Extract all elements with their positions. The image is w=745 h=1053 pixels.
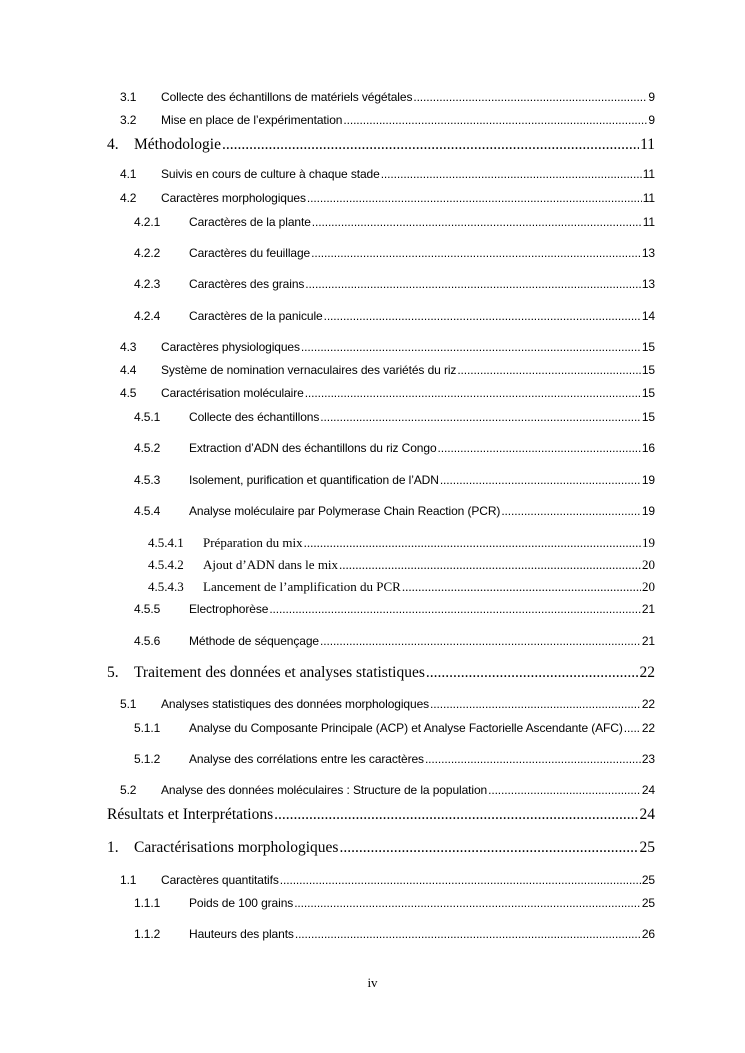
toc-entry-page: 21 — [641, 634, 655, 648]
toc-entry[interactable] — [134, 473, 655, 487]
leader-dots — [222, 136, 639, 154]
toc-entry-page: 11 — [642, 191, 655, 205]
toc-entry-page: 15 — [641, 386, 655, 400]
toc-entry[interactable] — [120, 113, 655, 127]
toc-entry-title: Système de nomination vernaculaires des variétés du riz — [161, 363, 457, 377]
toc-entry-number: 4.3 — [120, 340, 137, 354]
toc-entry-page: 22 — [641, 697, 655, 711]
toc-entry-page: 13 — [641, 246, 655, 260]
toc-entry-title: Caractérisation moléculaire — [161, 386, 304, 400]
toc-entry[interactable] — [120, 340, 655, 354]
leader-dots — [339, 839, 638, 857]
toc-entry[interactable] — [134, 215, 655, 229]
toc-entry-number: 5.1.2 — [134, 752, 161, 766]
toc-entry-number: 1.1.1 — [134, 896, 161, 910]
toc-entry-title: Mise en place de l’expérimentation — [161, 113, 343, 127]
toc-entry-title: Analyse moléculaire par Polymerase Chain Reaction (PCR) — [189, 504, 501, 518]
leader-dots — [457, 363, 641, 377]
toc-entry[interactable] — [134, 927, 655, 941]
toc-entry-page: 14 — [641, 309, 655, 323]
toc-entry-number: 5.1.1 — [134, 721, 161, 735]
leader-dots — [339, 557, 641, 573]
toc-entry-number: 3.1 — [120, 90, 137, 104]
toc-entry[interactable] — [134, 634, 655, 648]
toc-entry-title: Résultats et Interprétations — [107, 806, 274, 823]
leader-dots — [624, 721, 641, 735]
leader-dots — [280, 873, 641, 887]
toc-entry-number: 4.2.1 — [134, 215, 161, 229]
toc-entry-title: Analyse des données moléculaires : Structure de la population — [161, 783, 488, 797]
toc-entry-title: Suivis en cours de culture à chaque stade — [161, 167, 380, 181]
toc-entry-page: 20 — [642, 579, 655, 594]
toc-entry-page: 25 — [641, 873, 655, 887]
leader-dots — [320, 634, 641, 648]
toc-entry-title: Collecte des échantillons — [189, 410, 320, 424]
toc-entry-number: 4.1 — [120, 167, 137, 181]
toc-entry-page: 16 — [641, 441, 655, 455]
toc-entry-title: Analyse du Composante Principale (ACP) et Analyse Factorielle Ascendante (AFC) — [189, 721, 623, 735]
toc-entry[interactable] — [107, 806, 655, 824]
toc-entry-title: Caractères du feuillage — [189, 246, 311, 260]
toc-entry-title: Caractérisations morphologiques — [134, 839, 339, 856]
toc-entry-title: Caractères physiologiques — [161, 340, 300, 354]
toc-entry-page: 24 — [639, 806, 655, 823]
toc-entry-title: Collecte des échantillons de matériels végétales — [161, 90, 413, 104]
leader-dots — [274, 806, 638, 824]
toc-entry-title: Hauteurs des plants — [189, 927, 294, 941]
toc-entry-number: 4.4 — [120, 363, 137, 377]
toc-entry[interactable] — [148, 579, 655, 595]
toc-entry-title: Analyse des corrélations entre les caractères — [189, 752, 424, 766]
toc-entry-number: 4.2.3 — [134, 277, 161, 291]
toc-entry-number: 4.2.2 — [134, 246, 161, 260]
toc-entry-title: Méthodologie — [134, 136, 221, 153]
toc-entry-page: 22 — [639, 664, 655, 681]
toc-entry[interactable] — [120, 167, 655, 181]
toc-entry-title: Traitement des données et analyses statistiques — [134, 664, 425, 681]
leader-dots — [295, 927, 641, 941]
toc-entry-page: 9 — [648, 113, 655, 127]
toc-entry[interactable] — [148, 535, 655, 551]
leader-dots — [320, 410, 641, 424]
toc-entry-title: Extraction d’ADN des échantillons du riz Congo — [189, 441, 437, 455]
leader-dots — [294, 896, 641, 910]
toc-entry[interactable] — [134, 602, 655, 616]
toc-entry-number: 4.5.3 — [134, 473, 161, 487]
toc-entry[interactable] — [107, 136, 655, 154]
toc-entry-number: 3.2 — [120, 113, 137, 127]
toc-entry[interactable] — [107, 839, 655, 857]
toc-entry-title: Lancement de l’amplification du PCR — [203, 579, 401, 594]
page-number: iv — [367, 975, 378, 990]
toc-entry-number: 4.5 — [120, 386, 137, 400]
toc-entry-page: 11 — [642, 215, 655, 229]
toc-entry-number: 4.5.4 — [134, 504, 161, 518]
toc-entry-number: 4.5.6 — [134, 634, 161, 648]
toc-entry-number: 1.1 — [120, 873, 137, 887]
toc-entry-number: 4. — [107, 136, 119, 153]
leader-dots — [426, 664, 639, 682]
leader-dots — [430, 697, 641, 711]
toc-entry-page: 20 — [642, 557, 655, 572]
leader-dots — [304, 535, 641, 551]
leader-dots — [311, 246, 641, 260]
toc-entry-title: Caractères de la plante — [189, 215, 311, 229]
toc-entry[interactable] — [134, 441, 655, 455]
toc-entry-page: 24 — [641, 783, 655, 797]
toc-entry[interactable] — [134, 309, 655, 323]
toc-entry[interactable] — [120, 363, 655, 377]
leader-dots — [269, 602, 641, 616]
leader-dots — [438, 441, 641, 455]
toc-entry-page: 11 — [640, 136, 655, 153]
toc-entry[interactable] — [107, 664, 655, 682]
toc-entry[interactable] — [134, 504, 655, 518]
toc-entry-number: 4.5.5 — [134, 602, 161, 616]
toc-entry-page: 23 — [641, 752, 655, 766]
leader-dots — [381, 167, 642, 181]
leader-dots — [425, 752, 641, 766]
toc-entry-title: Electrophorèse — [189, 602, 269, 616]
toc-entry-title: Caractères des grains — [189, 277, 305, 291]
toc-entry[interactable] — [134, 752, 655, 766]
leader-dots — [305, 277, 641, 291]
toc-entry-number: 4.5.2 — [134, 441, 161, 455]
toc-entry-page: 19 — [641, 504, 655, 518]
toc-entry-title: Méthode de séquençage — [189, 634, 320, 648]
toc-entry-page: 19 — [641, 473, 655, 487]
toc-entry[interactable] — [134, 277, 655, 291]
toc-entry-page: 15 — [641, 410, 655, 424]
toc-entry-page: 21 — [641, 602, 655, 616]
leader-dots — [305, 386, 641, 400]
leader-dots — [488, 783, 641, 797]
toc-entry[interactable] — [134, 246, 655, 260]
leader-dots — [413, 90, 647, 104]
toc-entry[interactable] — [120, 191, 655, 205]
toc-entry-page: 9 — [648, 90, 655, 104]
leader-dots — [402, 579, 641, 595]
toc-entry-title: Caractères quantitatifs — [161, 873, 279, 887]
toc-entry-page: 22 — [641, 721, 655, 735]
leader-dots — [501, 504, 641, 518]
toc-entry-number: 4.5.4.1 — [148, 535, 184, 550]
toc-entry-number: 1.1.2 — [134, 927, 161, 941]
leader-dots — [307, 191, 642, 205]
toc-entry-title: Poids de 100 grains — [189, 896, 294, 910]
toc-entry[interactable] — [134, 721, 655, 735]
toc-entry-number: 1. — [107, 839, 119, 856]
toc-entry-title: Analyses statistiques des données morphologiques — [161, 697, 430, 711]
toc-entry-number: 4.5.4.3 — [148, 579, 184, 594]
toc-entry-page: 13 — [641, 277, 655, 291]
toc-entry-page: 25 — [641, 896, 655, 910]
toc-entry-number: 5.1 — [120, 697, 137, 711]
toc-entry[interactable] — [120, 386, 655, 400]
toc-entry-number: 4.2 — [120, 191, 137, 205]
toc-entry[interactable] — [134, 896, 655, 910]
toc-entry-number: 4.5.4.2 — [148, 557, 184, 572]
toc-entry-title: Préparation du mix — [203, 535, 303, 550]
leader-dots — [343, 113, 647, 127]
toc-entry[interactable] — [120, 783, 655, 797]
toc-entry-page: 11 — [642, 167, 655, 181]
toc-entry-page: 19 — [642, 535, 655, 550]
toc-entry-title: Caractères de la panicule — [189, 309, 323, 323]
leader-dots — [324, 309, 641, 323]
leader-dots — [440, 473, 641, 487]
toc-entry-number: 5. — [107, 664, 119, 681]
toc-entry-page: 26 — [641, 927, 655, 941]
leader-dots — [312, 215, 642, 229]
toc-entry[interactable] — [134, 410, 655, 424]
toc-entry-number: 5.2 — [120, 783, 137, 797]
leader-dots — [301, 340, 641, 354]
toc-entry-number: 4.2.4 — [134, 309, 161, 323]
toc-entry-title: Ajout d’ADN dans le mix — [203, 557, 339, 572]
toc-entry[interactable] — [120, 90, 655, 104]
toc-entry[interactable] — [148, 557, 655, 573]
toc-entry-page: 15 — [641, 340, 655, 354]
toc-entry-number: 4.5.1 — [134, 410, 161, 424]
toc-entry[interactable] — [120, 873, 655, 887]
toc-entry-page: 15 — [641, 363, 655, 377]
toc-entry-title: Caractères morphologiques — [161, 191, 306, 205]
toc-entry-title: Isolement, purification et quantification de l’ADN — [189, 473, 439, 487]
toc-entry[interactable] — [120, 697, 655, 711]
toc-entry-page: 25 — [639, 839, 655, 856]
